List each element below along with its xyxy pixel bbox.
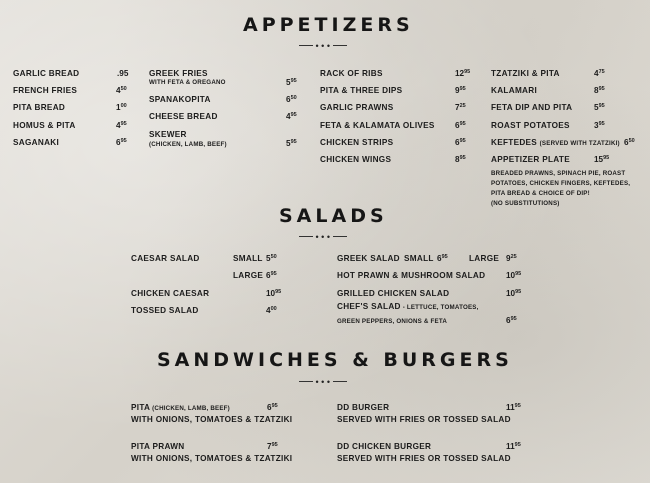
menu-item-price: $5^{50}$ (266, 254, 277, 263)
menu-item-price: $5^{95}$ (286, 78, 297, 87)
menu-item-name: KALAMARI (491, 86, 538, 95)
menu-item-name: HOMUS & PITA (13, 121, 76, 130)
menu-item-price: $10^{95}$ (266, 289, 282, 298)
menu-item-price: $4^{95}$ (286, 112, 297, 121)
menu-item-price: $10^{95}$ (506, 271, 522, 280)
menu-item-name: FRENCH FRIES (13, 86, 78, 95)
menu-item-name: PITA BREAD (13, 103, 66, 112)
menu-item-name: CHICKEN STRIPS (320, 138, 394, 147)
appetizers-heading: APPETIZERS (243, 14, 414, 36)
menu-item-name: GREEK FRIES (149, 69, 208, 78)
size-label: LARGE (233, 271, 264, 280)
menu-item-desc: GREEN PEPPERS, ONIONS & FETA (337, 318, 448, 325)
menu-item-name: PITA PRAWN (131, 442, 185, 451)
menu-item-price: $9^{25}$ (506, 254, 517, 263)
menu-item-name: CHEF'S SALAD - LETTUCE, TOMATOES, (337, 302, 479, 311)
menu-item-name: DD BURGER (337, 403, 390, 412)
menu-item-name: PITA & THREE DIPS (320, 86, 403, 95)
menu-item-desc: WITH ONIONS, TOMATOES & TZATZIKI (131, 454, 293, 463)
menu-item-price: $11^{95}$ (506, 442, 521, 451)
menu-item-price: $5^{95}$ (286, 139, 297, 148)
menu-item-price: .95 (117, 69, 129, 78)
menu-item-name: SAGANAKI (13, 138, 60, 147)
menu-item-price: $6^{95}$ (266, 271, 277, 280)
size-label: LARGE (469, 254, 500, 263)
menu-item-price: $4^{75}$ (594, 69, 605, 78)
menu-item-name: CHEESE BREAD (149, 112, 218, 121)
menu-item-price: $15^{95}$ (594, 155, 610, 164)
sandwiches-heading: SANDWICHES & BURGERS (157, 349, 513, 371)
menu-item-price: $10^{95}$ (506, 289, 522, 298)
menu-item-name: ROAST POTATOES (491, 121, 570, 130)
menu-item-name: RACK OF RIBS (320, 69, 383, 78)
menu-item-desc: (CHICKEN, LAMB, BEEF) (149, 141, 227, 148)
menu-item-desc: SERVED WITH FRIES OR TOSSED SALAD (337, 415, 511, 424)
sandwiches-divider: • • • (299, 377, 347, 387)
salads-heading: SALADS (279, 205, 388, 227)
menu-item-name: GREEK SALAD (337, 254, 400, 263)
menu-item-price: $9^{95}$ (455, 86, 466, 95)
menu-item-price: $4^{95}$ (116, 121, 127, 130)
menu-item-price: $6^{95}$ (116, 138, 127, 147)
menu-item-price: $12^{95}$ (455, 69, 471, 78)
menu-item-price: $6^{50}$ (624, 138, 635, 147)
size-label: SMALL (233, 254, 263, 263)
menu-item-name: CHICKEN WINGS (320, 155, 392, 164)
menu-item-name: PITA (CHICKEN, LAMB, BEEF) (131, 403, 230, 412)
menu-item-price: $6^{95}$ (506, 316, 517, 325)
menu-item-name: GARLIC PRAWNS (320, 103, 394, 112)
menu-item-name: HOT PRAWN & MUSHROOM SALAD (337, 271, 486, 280)
menu-item-name: KEFTEDES (SERVED WITH TZATZIKI) (491, 138, 620, 147)
menu-item-name: GRILLED CHICKEN SALAD (337, 289, 450, 298)
menu-item-name: APPETIZER PLATE (491, 155, 570, 164)
appetizers-divider: • • • (299, 41, 347, 51)
menu-item-price: $8^{95}$ (594, 86, 605, 95)
menu-item-name: CAESAR SALAD (131, 254, 200, 263)
menu-item-name: DD CHICKEN BURGER (337, 442, 432, 451)
menu-item-desc: WITH ONIONS, TOMATOES & TZATZIKI (131, 415, 293, 424)
menu-item-price: $4^{00}$ (266, 306, 277, 315)
menu-item-price: $1^{00}$ (116, 103, 127, 112)
menu-item-price: $6^{95}$ (267, 403, 278, 412)
menu-item-price: $8^{95}$ (455, 155, 466, 164)
menu-item-name: FETA DIP AND PITA (491, 103, 573, 112)
menu-item-price: $11^{95}$ (506, 403, 521, 412)
menu-item-name: GARLIC BREAD (13, 69, 80, 78)
appetizer-plate-desc: BREADED PRAWNS, SPINACH PIE, ROAST POTATOES, CHICKEN FINGERS, KEFTEDES, PITA BREAD & CHOICE OF DIP! (NO SUBSTITUTIONS) (491, 170, 631, 207)
menu-item-name: SPANAKOPITA (149, 95, 211, 104)
menu-item-desc: WITH FETA & OREGANO (149, 79, 226, 86)
menu-item-desc: SERVED WITH FRIES OR TOSSED SALAD (337, 454, 511, 463)
salads-divider: • • • (299, 232, 347, 242)
menu-item-name: FETA & KALAMATA OLIVES (320, 121, 435, 130)
menu-item-price: $7^{95}$ (267, 442, 278, 451)
menu-item-price: $6^{95}$ (437, 254, 448, 263)
size-label: SMALL (404, 254, 434, 263)
menu-item-price: $5^{95}$ (594, 103, 605, 112)
menu-item-price: $3^{95}$ (594, 121, 605, 130)
menu-item-price: $7^{25}$ (455, 103, 466, 112)
menu-item-name: SKEWER (149, 130, 187, 139)
menu-item-price: $6^{95}$ (455, 138, 466, 147)
menu-item-name: TZATZIKI & PITA (491, 69, 560, 78)
menu-item-name: CHICKEN CAESAR (131, 289, 210, 298)
menu-item-price: $6^{50}$ (286, 95, 297, 104)
menu-item-price: $6^{95}$ (455, 121, 466, 130)
menu-item-price: $4^{50}$ (116, 86, 127, 95)
menu-item-name: TOSSED SALAD (131, 306, 199, 315)
